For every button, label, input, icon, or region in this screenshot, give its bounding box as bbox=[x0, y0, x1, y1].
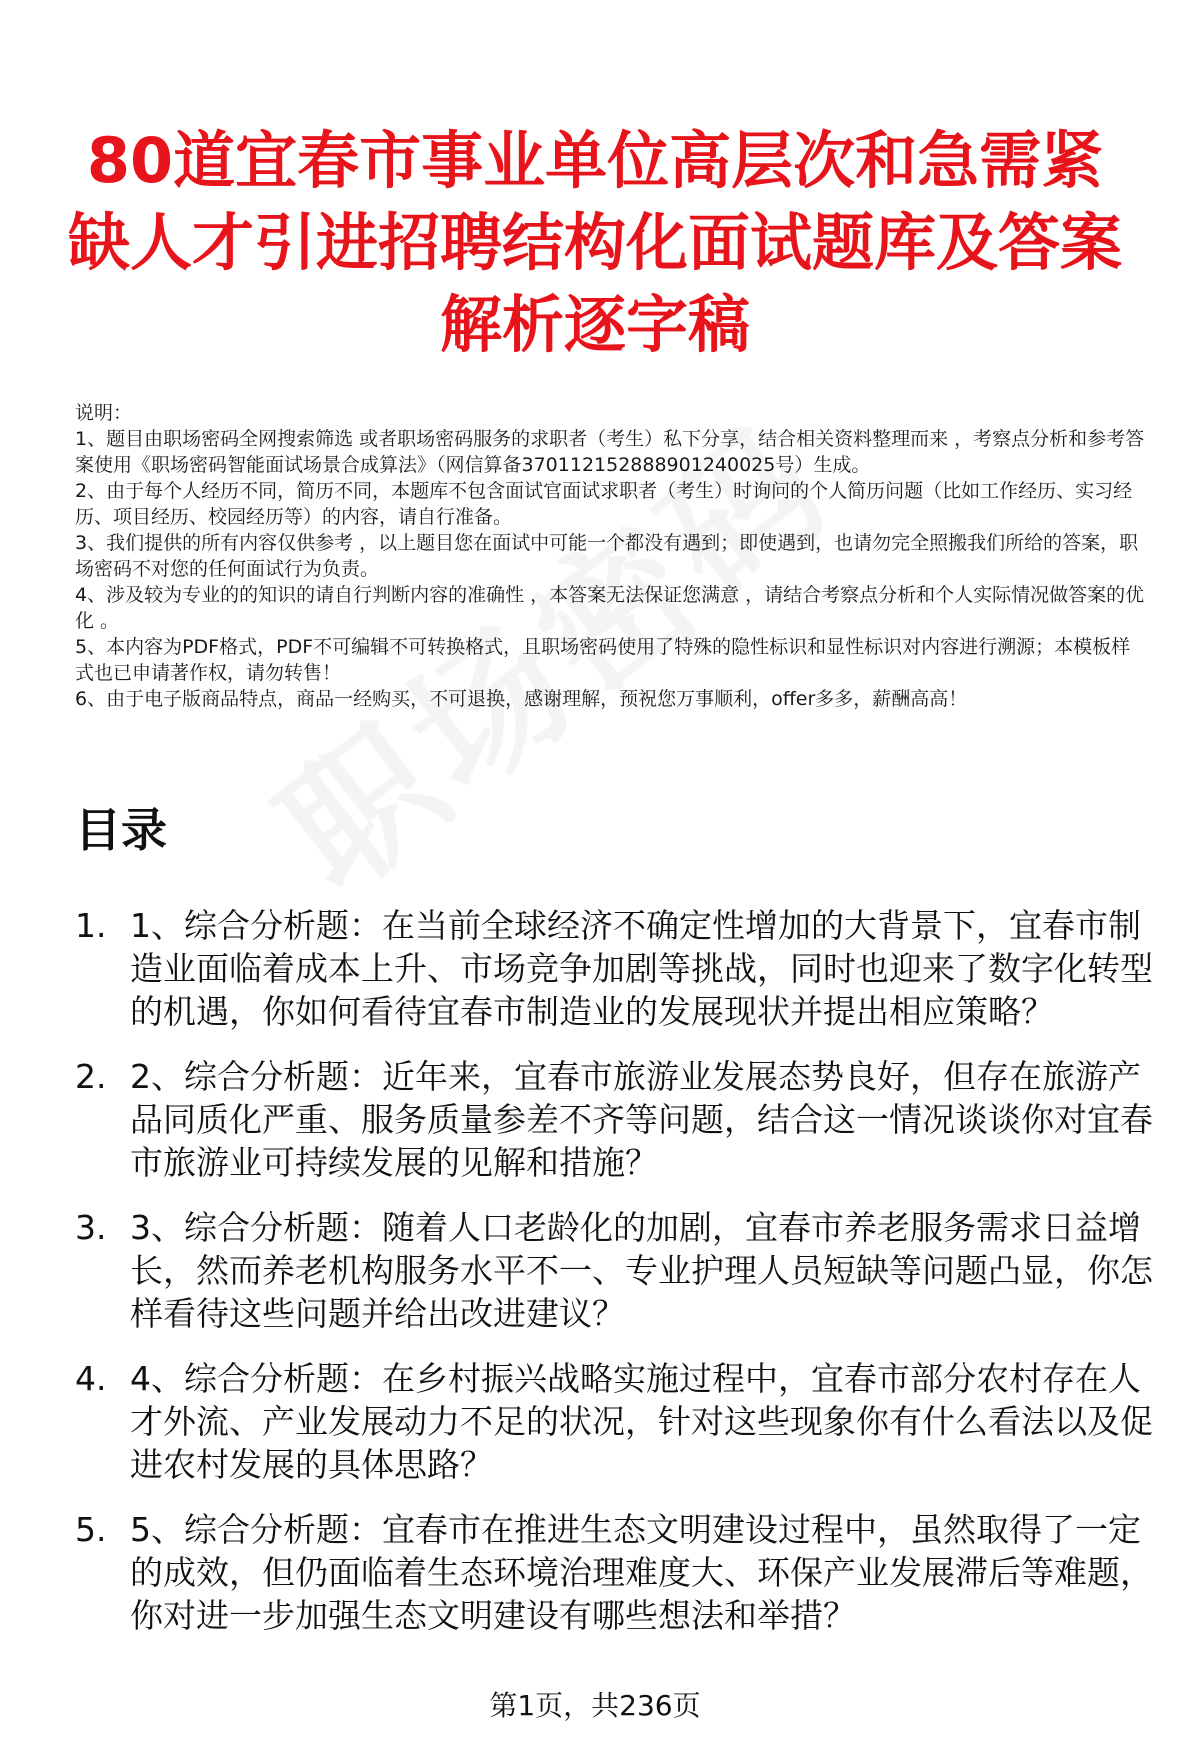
note-item: 3、我们提供的所有内容仅供参考 ，以上题目您在面试中可能一个都没有遇到；即使遇到，也请勿完全照搬我们所给的答案，职场密码不对您的任何面试行为负责。 bbox=[75, 532, 1139, 580]
note-item: 4、涉及较为专业的的知识的请自行判断内容的准确性 ，本答案无法保证您满意 ，请结合考察点分析和个人实际情况做答案的优化 。 bbox=[75, 584, 1145, 632]
toc-item[interactable] bbox=[75, 1206, 1170, 1335]
notes-section bbox=[75, 400, 1145, 712]
toc-item[interactable] bbox=[75, 1357, 1170, 1486]
toc-item-text: 2、综合分析题：近年来，宜春市旅游业发展态势良好，但存在旅游产品同质化严重、服务质量参差不齐等问题，结合这一情况谈谈你对宜春市旅游业可持续发展的见解和措施？ bbox=[130, 1057, 1153, 1182]
notes-heading: 说明： bbox=[75, 402, 133, 424]
toc-item-text: 4、综合分析题：在乡村振兴战略实施过程中，宜春市部分农村存在人才外流、产业发展动力不足的状况，针对这些现象你有什么看法以及促进农村发展的具体思路？ bbox=[130, 1359, 1153, 1484]
toc-item[interactable] bbox=[75, 1055, 1170, 1184]
page-number-footer: 第1页，共236页 bbox=[489, 1689, 701, 1722]
toc-item-text: 3、综合分析题：随着人口老龄化的加剧，宜春市养老服务需求日益增长，然而养老机构服务水平不一、专业护理人员短缺等问题凸显，你怎样看待这些问题并给出改进建议？ bbox=[130, 1208, 1153, 1333]
toc-item-number: 2. bbox=[75, 1057, 107, 1096]
toc-item-number: 4. bbox=[75, 1359, 107, 1398]
note-item: 6、由于电子版商品特点，商品一经购买，不可退换，感谢理解，预祝您万事顺利，offer多多，薪酬高高！ bbox=[75, 688, 968, 710]
toc-heading: 目录 bbox=[75, 803, 167, 857]
toc-item-number: 3. bbox=[75, 1208, 107, 1247]
toc-item-text: 1、综合分析题：在当前全球经济不确定性增加的大背景下，宜春市制造业面临着成本上升、市场竞争加剧等挑战，同时也迎来了数字化转型的机遇，你如何看待宜春市制造业的发展现状并提出相应策略？ bbox=[130, 906, 1153, 1031]
toc-item-number: 5. bbox=[75, 1510, 107, 1549]
toc-item[interactable] bbox=[75, 1508, 1170, 1637]
note-item: 5、本内容为PDF格式，PDF不可编辑不可转换格式，且职场密码使用了特殊的隐性标识和显性标识对内容进行溯源；本模板样式也已申请著作权，请勿转售！ bbox=[75, 636, 1131, 684]
toc-item-text: 5、综合分析题：宜春市在推进生态文明建设过程中，虽然取得了一定的成效，但仍面临着生态环境治理难度大、环保产业发展滞后等难题，你对进一步加强生态文明建设有哪些想法和举措？ bbox=[130, 1510, 1153, 1635]
toc-item[interactable] bbox=[75, 904, 1170, 1033]
note-item: 2、由于每个人经历不同，简历不同，本题库不包含面试官面试求职者（考生）时询问的个人简历问题（比如工作经历、实习经历、项目经历、校园经历等）的内容，请自行准备。 bbox=[75, 480, 1133, 528]
toc-item-number: 1. bbox=[75, 906, 107, 945]
document-title: 80道宜春市事业单位高层次和急需紧缺人才引进招聘结构化面试题库及答案解析逐字稿 bbox=[67, 124, 1122, 361]
table-of-contents bbox=[75, 904, 1170, 1659]
note-item: 1、题目由职场密码全网搜索筛选 或者职场密码服务的求职者（考生）私下分享，结合相关资料整理而来 ，考察点分析和参考答案使用《职场密码智能面试场景合成算法》（网信算备370112152888901240025号）生成。 bbox=[75, 428, 1145, 476]
